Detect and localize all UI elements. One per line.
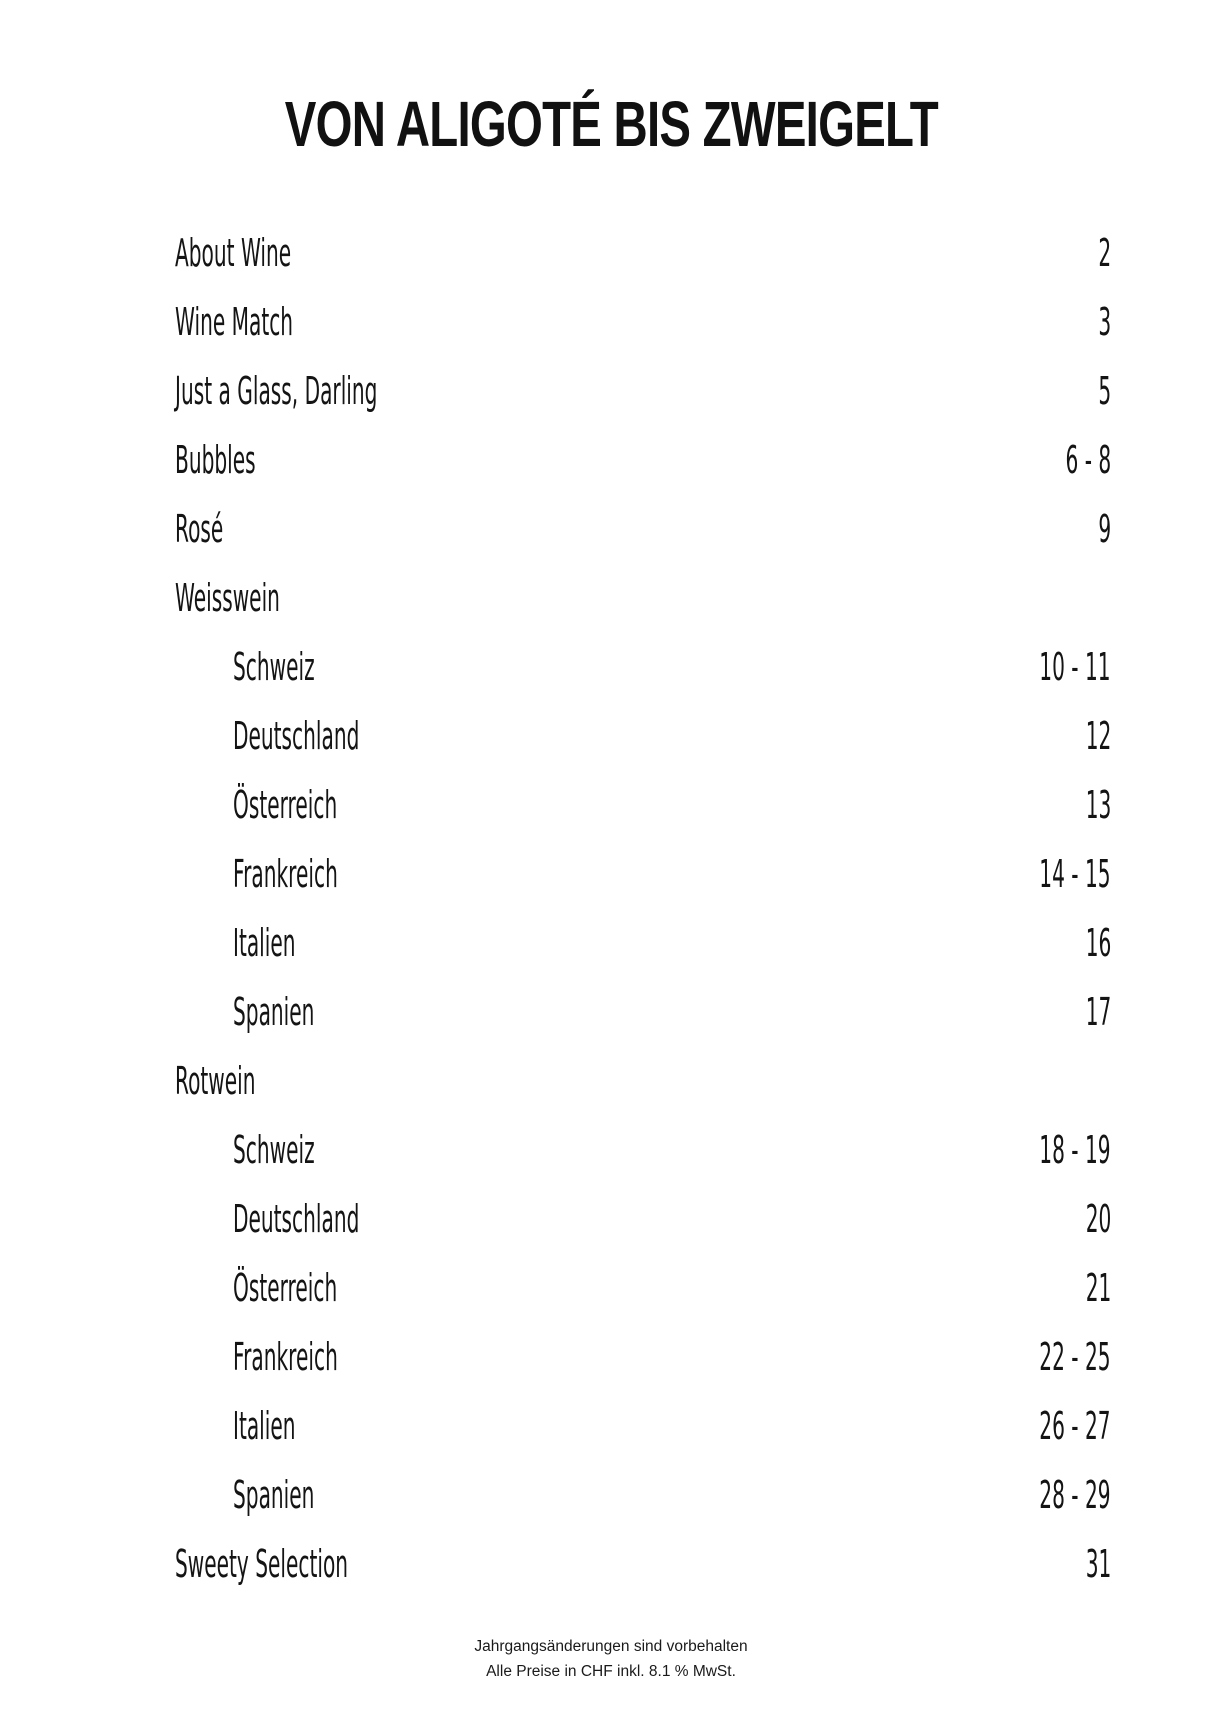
toc-entry-page: 3 — [1098, 300, 1111, 344]
toc-entry-label: Bubbles — [175, 438, 256, 482]
toc-entry-label: Deutschland — [233, 1197, 360, 1241]
toc-entry-weisswein-spanien[interactable] — [175, 981, 1111, 1050]
toc-entry-about-wine[interactable] — [175, 222, 1111, 291]
toc-entry-page: 9 — [1098, 507, 1111, 551]
toc-entry-page: 22 - 25 — [1039, 1335, 1111, 1379]
toc-entry-label: Österreich — [233, 783, 338, 827]
footer-note — [0, 1634, 1222, 1684]
toc-entry-label: Italien — [233, 1404, 296, 1448]
toc-entry-wine-match[interactable] — [175, 291, 1111, 360]
toc-entry-weisswein-italien[interactable] — [175, 912, 1111, 981]
toc-entry-label: Deutschland — [233, 714, 360, 758]
toc-entry-page: 2 — [1098, 231, 1111, 275]
toc-entry-label: Just a Glass, Darling — [175, 369, 378, 413]
toc-entry-weisswein-schweiz[interactable] — [175, 636, 1111, 705]
table-of-contents — [175, 222, 1111, 1602]
toc-entry-label: Frankreich — [233, 1335, 338, 1379]
toc-section-label: Rotwein — [175, 1059, 256, 1103]
toc-entry-page: 18 - 19 — [1039, 1128, 1111, 1172]
toc-entry-rotwein-frankreich[interactable] — [175, 1326, 1111, 1395]
toc-entry-weisswein-frankreich[interactable] — [175, 843, 1111, 912]
toc-entry-label: Spanien — [233, 990, 315, 1034]
toc-section-weisswein — [175, 567, 1111, 636]
toc-entry-just-a-glass[interactable] — [175, 360, 1111, 429]
toc-entry-page: 21 — [1085, 1266, 1111, 1310]
toc-entry-label: Wine Match — [175, 300, 294, 344]
toc-entry-label: Österreich — [233, 1266, 338, 1310]
toc-entry-page: 12 — [1085, 714, 1111, 758]
toc-entry-rotwein-deutschland[interactable] — [175, 1188, 1111, 1257]
toc-section-label: Weisswein — [175, 576, 280, 620]
toc-entry-page: 6 - 8 — [1065, 438, 1111, 482]
toc-entry-bubbles[interactable] — [175, 429, 1111, 498]
toc-entry-page: 20 — [1085, 1197, 1111, 1241]
page-title-text: VON ALIGOTÉ BIS ZWEIGELT — [284, 88, 938, 160]
toc-entry-label: Schweiz — [233, 645, 315, 689]
toc-entry-rotwein-schweiz[interactable] — [175, 1119, 1111, 1188]
toc-entry-page: 26 - 27 — [1039, 1404, 1111, 1448]
footer-vintage-note: Jahrgangsänderungen sind vorbehalten — [474, 1638, 748, 1655]
page-title — [0, 84, 1222, 164]
toc-entry-label: Frankreich — [233, 852, 338, 896]
toc-entry-label: Rosé — [175, 507, 224, 551]
toc-entry-page: 31 — [1085, 1542, 1111, 1586]
toc-entry-page: 28 - 29 — [1039, 1473, 1111, 1517]
toc-entry-label: Sweety Selection — [175, 1542, 349, 1586]
toc-entry-page: 5 — [1098, 369, 1111, 413]
toc-entry-rotwein-spanien[interactable] — [175, 1464, 1111, 1533]
toc-entry-label: Schweiz — [233, 1128, 315, 1172]
toc-entry-rotwein-oesterreich[interactable] — [175, 1257, 1111, 1326]
toc-entry-page: 14 - 15 — [1039, 852, 1111, 896]
toc-entry-page: 13 — [1085, 783, 1111, 827]
toc-entry-label: Italien — [233, 921, 296, 965]
toc-entry-weisswein-deutschland[interactable] — [175, 705, 1111, 774]
toc-entry-page: 10 - 11 — [1039, 645, 1111, 689]
toc-entry-weisswein-oesterreich[interactable] — [175, 774, 1111, 843]
toc-entry-rotwein-italien[interactable] — [175, 1395, 1111, 1464]
toc-entry-label: About Wine — [175, 231, 292, 275]
toc-entry-sweety-selection[interactable] — [175, 1533, 1111, 1602]
toc-section-rotwein — [175, 1050, 1111, 1119]
toc-entry-label: Spanien — [233, 1473, 315, 1517]
toc-entry-page: 17 — [1085, 990, 1111, 1034]
footer-price-note: Alle Preise in CHF inkl. 8.1 % MwSt. — [486, 1663, 736, 1680]
toc-entry-page: 16 — [1085, 921, 1111, 965]
toc-entry-rose[interactable] — [175, 498, 1111, 567]
